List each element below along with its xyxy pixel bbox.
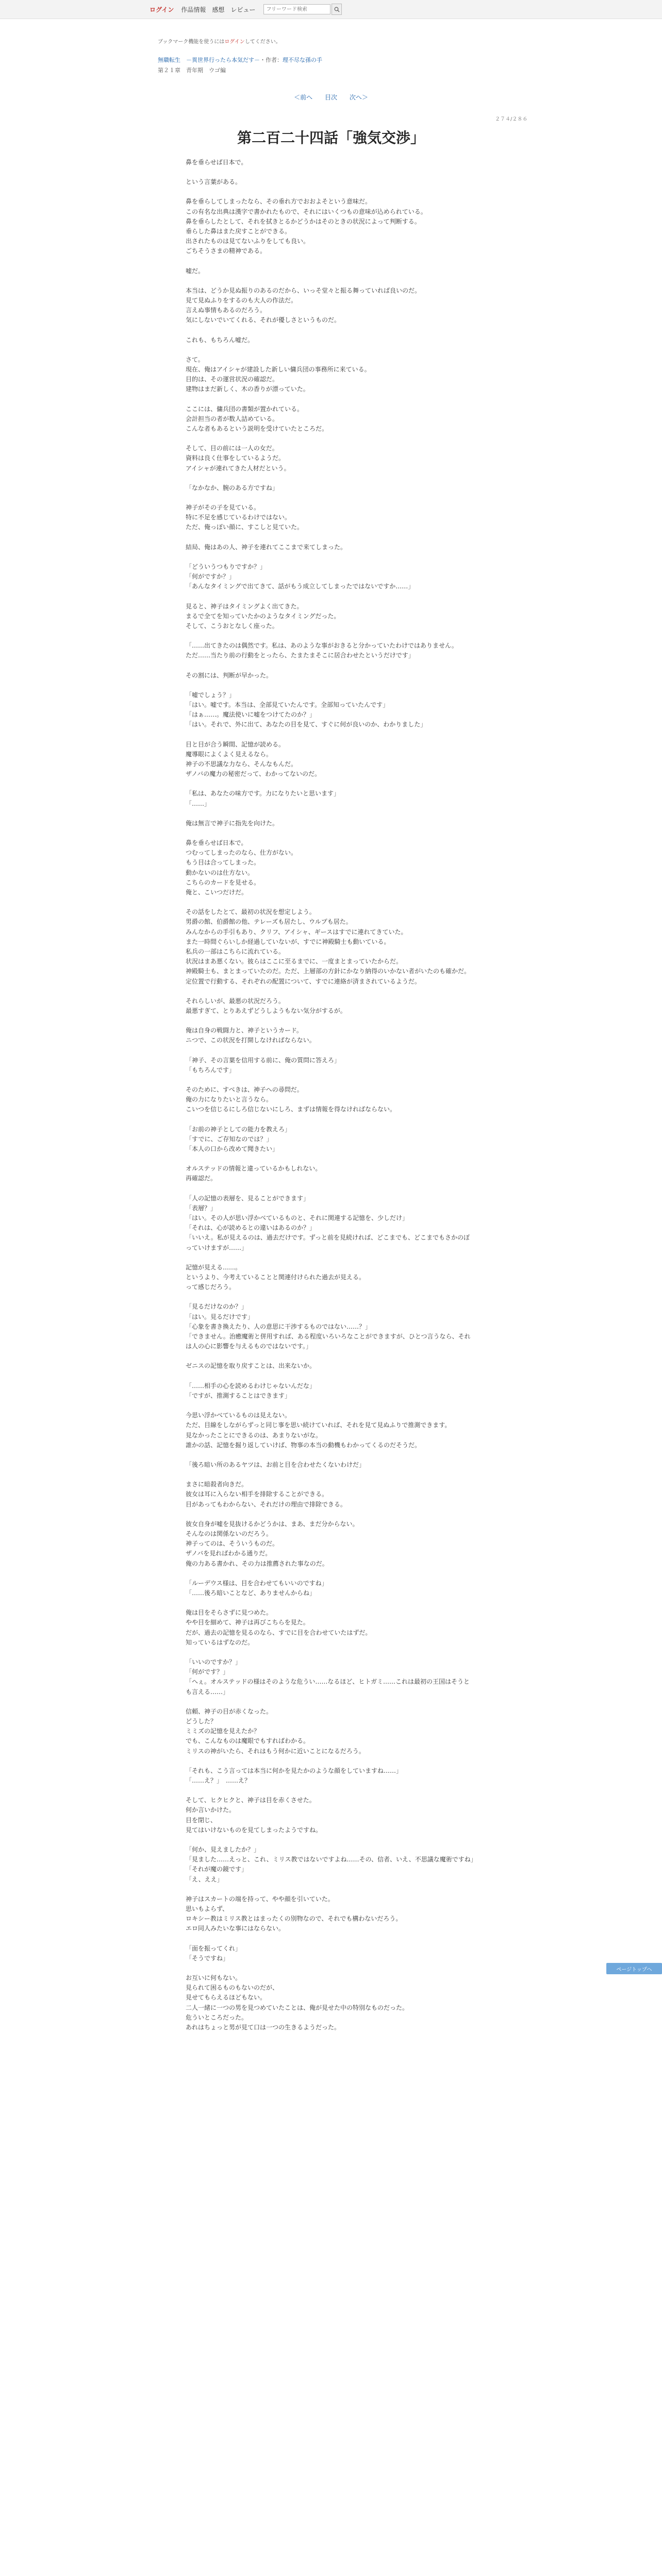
text-line: やや目を細めて、神子は再びこちらを見た。 [186, 1619, 309, 1626]
notice-suffix: してください。 [244, 39, 281, 45]
text-line: 「表層？」 [186, 1204, 217, 1212]
text-line: 「後ろ暗い所のあるヤツは、お前と目を合わせたくないわけだ」 [186, 1461, 366, 1468]
notice-prefix: ブックマーク機能を使うには [158, 39, 225, 45]
text-line: 「いいのですか？」 [186, 1658, 242, 1666]
text-line: 定位置で行動する、それぞれの配置について、すでに連絡が済まされているようだ。 [186, 977, 421, 985]
text-line: 彼女は耳に入らない相手を排除することができる。 [186, 1490, 328, 1498]
paragraph [186, 177, 474, 187]
text-line: 鼻を垂らしたとして、それを拭きとるかどうかはそのときの状況によって判断する。 [186, 217, 421, 225]
text-line: 「見るだけなのか？」 [186, 1303, 248, 1311]
paragraph [186, 1944, 474, 1963]
paragraph [186, 1056, 474, 1075]
text-line: 「お前の神子としての能力を教えろ」 [186, 1125, 291, 1133]
text-line: さて。 [186, 355, 204, 363]
text-line: 「心象を書き換えたり、人の意思に干渉するものではない……？」 [186, 1323, 372, 1330]
paragraph [186, 543, 474, 552]
paragraph [186, 335, 474, 345]
paragraph [186, 266, 474, 276]
paragraph [186, 1707, 474, 1756]
text-line: という言葉がある。 [186, 178, 242, 186]
text-line: 「神子、その言葉を信用する前に、俺の質問に答えろ」 [186, 1056, 341, 1064]
text-line: ザノバを見ればわかる通りだ。 [186, 1550, 272, 1557]
paragraph [186, 1608, 474, 1648]
text-line: つむってしまったのなら、仕方がない。 [186, 849, 297, 857]
text-line: そんなのは関係ないのだろう。 [186, 1530, 273, 1537]
text-line: こちらのカードを見せる。 [186, 878, 260, 886]
text-line: そして、ヒクヒクと、神子は目を赤くさせた。 [186, 1797, 316, 1804]
text-line: 特に不足を感じているわけではない。 [186, 514, 291, 521]
text-line: 彼女自身が嘘を見抜けるかどうかは、まあ、まだ分からない。 [186, 1520, 359, 1528]
text-line: 思いもよらず、 [186, 1905, 229, 1913]
text-line: ここには、傭兵団の書類が置かれている。 [186, 405, 304, 413]
text-line: 「もちろんです」 [186, 1066, 236, 1074]
text-line: 気にしないでいてくれる、それが優しさというものだ。 [186, 316, 341, 324]
text-line: 「何がです？」 [186, 1668, 229, 1676]
text-line: 見ると、神子はタイミングよく出てきた。 [186, 602, 303, 610]
text-line: ごちそうさまの精神である。 [186, 247, 267, 255]
text-line: 神子の不思議な力なら、そんなもんだ。 [186, 760, 297, 768]
bookmark-notice [158, 37, 281, 45]
paragraph [186, 483, 474, 493]
text-line: まるで全てを知っていたかのようなタイミングだった。 [186, 612, 340, 620]
text-line: そして、目の前には一人の女だ。 [186, 445, 278, 452]
text-line: エロ同人みたいな事にはならない。 [186, 1925, 285, 1933]
text-line: 「嘘でしょう？」 [186, 691, 236, 699]
text-line: 「……」 [186, 800, 211, 807]
text-line: あれはちょっと男が見て口は一つの生きるようだった。 [186, 2024, 341, 2031]
text-line: 目を閉じ、 [186, 1816, 217, 1824]
paragraph [186, 1164, 474, 1183]
text-line: もう目は合ってしまった。 [186, 859, 260, 867]
text-line: 見てはいけないものを見てしまったようですね。 [186, 1826, 322, 1834]
text-line: だが、過去の記憶を見るのなら、すでに目を合わせていたはずだ。 [186, 1629, 372, 1636]
text-line: ただ、俺っぽい顔に、すこしと見ていた。 [186, 523, 304, 531]
paragraph [186, 1361, 474, 1371]
text-line: 「あんなタイミングで出てきて、話がもう成立してしまったではないですか……」 [186, 583, 415, 590]
text-line: ミミズの記憶を見えたか？ [186, 1727, 260, 1735]
search-input[interactable] [263, 4, 330, 14]
text-line: オルステッドの情報と違っているかもしれない。 [186, 1165, 322, 1173]
top-nav [150, 0, 342, 19]
text-line: 鼻を垂らせば日本で。 [186, 159, 247, 166]
paragraph [186, 907, 474, 987]
text-line: 二人一緒に一つの男を見つめていたことは、俺が見せた中の特別なものだった。 [186, 2004, 409, 2011]
text-line: 「人の記憶の表層を、見ることができます」 [186, 1194, 310, 1202]
text-line: 「そうですね」 [186, 1954, 229, 1962]
text-line: 「はい。それで、外に出て、あなたの目を見て、すぐに何が良いのか、わかりました」 [186, 721, 427, 728]
text-line: 最悪すぎて、とりあえずどうしようもない気分がするが。 [186, 1007, 346, 1014]
paragraph [186, 1973, 474, 2032]
text-line: 「はい。嘘です。本当は、全部見ていたんです。全部知っていたんです」 [186, 701, 389, 708]
paragraph [186, 1411, 474, 1450]
paragraph [186, 671, 474, 681]
author-link[interactable]: 理不尽な孫の手 [283, 57, 322, 63]
paragraph [186, 1194, 474, 1253]
prev-link[interactable]: ＜前へ [294, 94, 313, 101]
text-line: 見られて困るものもないのだが、 [186, 1984, 279, 1992]
text-line: ザノバの魔力の秘密だって、わかってないのだ。 [186, 770, 321, 778]
text-line: でも、こんなものは魔眼でもすればわかる。 [186, 1737, 310, 1745]
paragraph [186, 286, 474, 326]
text-line: 「何がですか？」 [186, 573, 236, 581]
text-line: 建物はまだ新しく、木の香りが漂っていた。 [186, 385, 309, 393]
text-line: 俺は目をそらさずに見つめた。 [186, 1609, 273, 1617]
text-line: その割には、判断が早かった。 [186, 671, 273, 679]
paragraph [186, 1026, 474, 1045]
text-line: 「なかなか、腕のある方ですね」 [186, 484, 279, 492]
text-line: 結局、俺はあの人、神子を連れてここまで来てしまった。 [186, 543, 347, 551]
text-line: 「面を振ってくれ」 [186, 1944, 242, 1952]
text-line: これも、もちろん嘘だ。 [186, 336, 254, 344]
text-line: ミリスの神がいたら、それはもう何かに近いことになるだろう。 [186, 1747, 365, 1755]
text-line: 「え、ええ」 [186, 1875, 223, 1883]
paragraph [186, 1579, 474, 1598]
paragraph [186, 404, 474, 434]
text-line: 垂らした鼻はまた戻すことができる。 [186, 228, 291, 235]
text-line: 「どういうつもりですか？」 [186, 563, 267, 570]
text-line: 「……え？」 ……え？ [186, 1776, 251, 1784]
paragraph [186, 197, 474, 256]
text-line: アイシャが連れてきた人材だという。 [186, 464, 290, 472]
login-link[interactable]: ログイン [150, 6, 174, 13]
nav-item-impressions[interactable]: 感想 [212, 6, 225, 13]
breadcrumb [158, 56, 322, 64]
text-line: その話をしたとて、最初の状況を想定しよう。 [186, 908, 316, 916]
text-line: 危ういところだった。 [186, 2013, 248, 2021]
paragraph [186, 838, 474, 897]
paragraph [186, 690, 474, 730]
text-line: 「すでに、ご存知なのでは？」 [186, 1135, 273, 1143]
episode-number: ２７４/２８６ [495, 116, 528, 122]
text-line: こいつを信じるにしろ信じないにしろ、まずは情報を得なければならない。 [186, 1106, 396, 1113]
paragraph [186, 641, 474, 660]
paragraph [186, 1795, 474, 1835]
text-line: 「ですが、推測することはできます」 [186, 1392, 291, 1399]
text-line: 「……相手の心を読めるわけじゃないんだな」 [186, 1382, 316, 1389]
text-line: 誰かの話、記憶を掘り返していけば、物事の本当の動機もわかってくるのだそうだ。 [186, 1441, 421, 1449]
paragraph [186, 562, 474, 592]
text-line: 「それは、心が読めるとの違いはあるのか？」 [186, 1224, 316, 1232]
text-line: 「ルーデウス様は、目を合わせてもいいのですね」 [186, 1579, 328, 1587]
text-line: って感じだろう。 [186, 1283, 236, 1291]
text-line: 嘘だ。 [186, 267, 205, 275]
paragraph [186, 1460, 474, 1470]
text-line: ただ、目線をしながらずっと同じ事を思い続けていれば、それを見て見ぬふりで推測できます。 [186, 1421, 451, 1429]
text-line: 俺は無言で神子に指先を向けた。 [186, 819, 279, 827]
page-top-button[interactable]: ページトップへ [606, 1963, 662, 1974]
paragraph [186, 158, 474, 167]
text-line: どうした？ [186, 1717, 217, 1725]
paragraph [186, 1845, 477, 1885]
text-line: 「いいえ。私が見えるのは、過去だけです。ずっと前を見続ければ、どこまでも、どこまでもさかのぼっていけますが……」 [186, 1234, 470, 1251]
text-line: 俺は自身の戦闘力と、神子というカード。 [186, 1027, 303, 1035]
text-line: 「へぇ。オルステッドの様はそのような危うい……なるほど、ヒトガミ……これは最初の王国はそうとも言える……」 [186, 1678, 470, 1696]
paragraph [186, 444, 474, 473]
paragraph [186, 1894, 474, 1934]
text-line: 神子はスカートの端を持って、やや顔を引いていた。 [186, 1895, 334, 1903]
pager [0, 93, 662, 101]
text-line: というより、今考えていることと関連付けられた過去が見える。 [186, 1274, 366, 1281]
text-line: ただ……当たり前の行動をとったら、たまたまそこに居合わせたというだけです」 [186, 652, 415, 659]
notice-login-link[interactable]: ログイン [224, 39, 245, 45]
text-line: それらしいが、最悪の状況だろう。 [186, 997, 285, 1005]
text-line: 今思い浮かべているものは見えない。 [186, 1412, 291, 1419]
paragraph [186, 1302, 474, 1351]
text-line: 見せてもらえるほどもない。 [186, 1994, 267, 2002]
chapter-title: 第２１章 青年期 ウゴ編 [158, 67, 226, 74]
paragraph [186, 740, 474, 779]
text-line: 「はい。その人が思い浮かべているものと、それに関連する記憶を、少しだけ」 [186, 1214, 409, 1222]
text-line: 「……出てきたのは偶然です。私は、あのような事がおきると分かっていたわけではありません。 [186, 642, 458, 650]
text-line: 出されたものは見てないふりをしても良い。 [186, 238, 310, 245]
text-line: 「……後ろ暗いことなど、ありませんからね」 [186, 1589, 316, 1597]
text-line: ゼニスの記憶を取り戻すことは、出来ないか。 [186, 1362, 316, 1370]
text-line: お互いに何もない。 [186, 1974, 242, 1982]
text-line: 信頼、神子の目が赤くなった。 [186, 1707, 273, 1715]
nav-item-info[interactable]: 作品情報 [181, 6, 206, 13]
text-line: 男爵の館、伯爵館の他、テレーズも居たし、ウルプも居た。 [186, 918, 352, 926]
text-line: 「はい。見るだけです」 [186, 1313, 254, 1320]
text-line: 「何か、見えましたか？」 [186, 1846, 260, 1853]
text-line: 目があってもわからない、それだけの理由で排除できる。 [186, 1500, 346, 1508]
text-line: 鼻を垂らせば日本で。 [186, 839, 247, 846]
author-label: ・作者： [260, 57, 283, 63]
page-title: 第二百二十四話「強気交渉」 [237, 129, 425, 146]
series-title-link[interactable]: 無職転生 －異世界行ったら本気だす－ [158, 57, 260, 63]
paragraph [186, 789, 474, 808]
text-line: 俺と、こいつだけだ。 [186, 888, 248, 896]
paragraph [186, 1085, 474, 1115]
top-nav-bar [0, 0, 662, 19]
text-line: 動かないのは仕方ない。 [186, 869, 254, 876]
text-line: 記憶が見える……。 [186, 1263, 242, 1271]
text-line: みんなからの手引もあり、クリフ、アイシャ、ギースはすでに連れてきていた。 [186, 928, 407, 936]
toc-link[interactable]: 目次 [324, 94, 337, 101]
text-line: まさに暗殺者向きだ。 [186, 1481, 248, 1488]
text-line: 本当は、どうか見ぬ振りのあるのだから、いっそ堂々と振る舞っていれば良いのだ。 [186, 286, 421, 294]
text-line: また一時間ぐらいしか経過していないが、すでに神殿騎士も動いている。 [186, 938, 390, 945]
paragraph [186, 1381, 474, 1401]
paragraph [186, 355, 474, 395]
paragraph [186, 819, 474, 828]
text-line: 会計担当の者が数人詰めている。 [186, 415, 279, 422]
text-line: 「できません。治癒魔術と併用すれば、ある程度いろいろなことができますが、ひとつ言うなら、それは人の心に影響を与えるものではないです。」 [186, 1333, 471, 1350]
text-line: 「はぁ……。魔法使いに嘘をつけてたのか？」 [186, 711, 316, 719]
text-line: 魔導眼によくよく見えるなら。 [186, 750, 273, 758]
text-line: 俺の力になりたいと言うなら。 [186, 1096, 273, 1104]
text-line: 「私は、あなたの味方です。力になりたいと思います」 [186, 790, 340, 798]
text-line: 見なかったことにできるのは、あまりないがな。 [186, 1431, 322, 1439]
paragraph [186, 1657, 474, 1697]
text-line: ロキシー教はミリス教とはまったくの別物なので、それでも構わないだろう。 [186, 1915, 402, 1923]
search-button[interactable] [332, 4, 342, 15]
text-line: この有名な出典は漢字で書かれたもので、それにはいくつもの意味が込められている。 [186, 208, 427, 215]
text-line: 「本人の口から改めて聞きたい」 [186, 1145, 279, 1153]
nav-item-review[interactable]: レビュー [230, 6, 256, 13]
paragraph [186, 503, 474, 533]
text-line: 何か言いかけた。 [186, 1806, 236, 1814]
text-line: 言えぬ事情もあるのだろう。 [186, 307, 267, 314]
paragraph [186, 1263, 474, 1293]
paragraph [186, 1125, 474, 1155]
text-line: 知っているはずなのだ。 [186, 1638, 254, 1646]
paragraph [186, 996, 474, 1016]
text-line: そして、こうおとなしく座った。 [186, 622, 278, 630]
text-line: 神子ってのは、そういうものだ。 [186, 1540, 279, 1548]
text-line: 「それが魔の鏡です」 [186, 1866, 248, 1873]
novel-body [186, 158, 477, 2042]
text-line: 「見ました……えっと、これ、ミリス教ではないですよね……その、信者、いえ、不思議な魔術ですね」 [186, 1856, 477, 1863]
text-line: 資料は良く仕事をしているようだ。 [186, 454, 285, 462]
paragraph [186, 602, 474, 632]
text-line: そのために、すべきは、神子への尋問だ。 [186, 1086, 303, 1094]
text-line: こんな者もあるという説明を受けていたところだ。 [186, 425, 328, 433]
text-line: 神子がその子を見ている。 [186, 504, 260, 512]
search-icon [334, 7, 340, 12]
text-line: 見て見ぬふりをするのも大人の作法だ。 [186, 297, 297, 304]
text-line: 鼻を垂らしてしまったなら、その垂れ方でおおよそという意味だ。 [186, 198, 372, 206]
text-line: ニつで、この状況を打開しなければならない。 [186, 1037, 316, 1044]
text-line: 目的は、その運営状況の確認だ。 [186, 376, 279, 383]
text-line: 「それも、こう言っては本当に何かを見たかのような顔をしていますね……」 [186, 1767, 403, 1774]
text-line: 私兵の一部はこちらに流れている。 [186, 947, 285, 955]
text-line: 現在、俺はアイシャが建設した新しい傭兵団の事務所に来ている。 [186, 366, 371, 374]
text-line: 神殿騎士も、まとまっていたのだ。ただ、上層部の方針にかなり納得のいかない者がいたのも確かだ。 [186, 968, 471, 975]
text-line: 再確認だ。 [186, 1175, 217, 1182]
paragraph [186, 1480, 474, 1510]
text-line: 俺の力ある書かれ、その力は推薦された事なのだ。 [186, 1560, 328, 1567]
paragraph [186, 1766, 474, 1786]
text-line: 目と目が合う瞬間、記憶が読める。 [186, 740, 285, 748]
next-link[interactable]: 次へ＞ [349, 94, 368, 101]
paragraph [186, 1519, 474, 1569]
text-line: 状況はまあ悪くない。彼らはここに至るまでに、一度まとまっていたからだ。 [186, 958, 403, 965]
